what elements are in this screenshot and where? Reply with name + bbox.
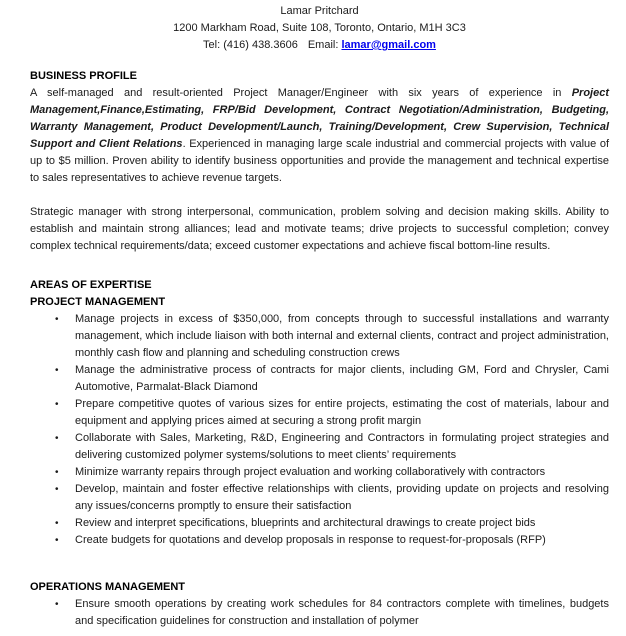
project-management-heading: PROJECT MANAGEMENT — [30, 296, 166, 308]
project-management-bullet-list — [30, 311, 609, 549]
address-line: 1200 Markham Road, Suite 108, Toronto, Ontario, M1H 3C3 — [173, 22, 466, 34]
bullet-icon: • — [55, 365, 59, 376]
bullet-icon: • — [55, 599, 59, 610]
bullet-text: Develop, maintain and foster effective relationships with clients, providing update on projects and resolving any issues/concerns promptly to ensure their satisfaction — [75, 483, 609, 512]
blank-line — [30, 549, 609, 579]
business-profile-paragraph-2: Strategic manager with strong interpersonal, communication, problem solving and decision making skills. Ability to establish and maintain strong alliances; lead and motivate teams; drive projects to successful completion; convey complex technical requirements/data; exceed customer expectations and achieve fiscal bottom-line results. — [30, 206, 609, 252]
operations-management-bullet-list — [30, 596, 609, 630]
bullet-icon: • — [55, 467, 59, 478]
bullet-icon: • — [55, 314, 59, 325]
bullet-text: Ensure smooth operations by creating work schedules for 84 contractors complete with timelines, budgets and specification guidelines for construction and installation of polymer — [75, 598, 609, 627]
bullet-text: Review and interpret specifications, blueprints and architectural drawings to create project bids — [75, 517, 536, 529]
document-header — [30, 3, 609, 54]
profile-lead-text: A self-managed and result-oriented Project Manager/Engineer with six years of experience in — [30, 87, 572, 99]
email-link[interactable]: lamar@gmail.com — [341, 39, 436, 51]
profile-rest-text: . Experienced in managing large scale industrial and commercial projects with value of up to $5 million. Proven ability to identify business opportunities and provide the management and technical expertise to sales representatives to achieve revenue targets. — [30, 138, 610, 184]
profile-emphasis-text: Project Management,Finance,Estimating, FRP/Bid Development, Contract Negotiation/Administration, Budgeting, Warranty Management, Product Development/Launch, Training/Development, Crew Supervision, Technical Support and Client Relations — [30, 87, 609, 150]
bullet-text: Create budgets for quotations and develop proposals in response to request-for-proposals (RFP) — [75, 534, 546, 546]
bullet-icon: • — [55, 399, 59, 410]
bullet-text: Manage projects in excess of $350,000, from concepts through to successful installations and warranty management, which include liaison with both internal and external clients, contract and project administration, monthly cash flow and planning and scheduling construction crews — [75, 313, 609, 359]
list-item — [30, 596, 609, 630]
email-label: Email: — [307, 39, 339, 51]
list-item — [30, 532, 609, 549]
bullet-text: Collaborate with Sales, Marketing, R&D, Engineering and Contractors in formulating project strategies and delivering customized polymer systems/solutions to meet clients’ requirements — [75, 432, 609, 461]
list-item — [30, 396, 609, 430]
list-item — [30, 430, 609, 464]
operations-management-heading: OPERATIONS MANAGEMENT — [30, 581, 186, 593]
areas-of-expertise-heading: AREAS OF EXPERTISE — [30, 279, 152, 291]
business-profile-heading: BUSINESS PROFILE — [30, 70, 137, 82]
bullet-text: Prepare competitive quotes of various sizes for entire projects, estimating the cost of materials, labour and equipment and applying prices aimed at securing a strong profit margin — [75, 398, 609, 427]
contact-line — [30, 37, 609, 54]
bullet-icon: • — [55, 535, 59, 546]
phone-number: Tel: (416) 438.3606 — [203, 39, 298, 51]
list-item — [30, 464, 609, 481]
bullet-text: Minimize warranty repairs through project evaluation and working collaboratively with contractors — [75, 466, 546, 478]
list-item — [30, 311, 609, 362]
blank-line — [30, 255, 609, 277]
bullet-text: Manage the administrative process of contracts for major clients, including GM, Ford and Chrysler, Cami Automotive, Parmalat-Black Diamond — [75, 364, 609, 393]
list-item — [30, 481, 609, 515]
bullet-icon: • — [55, 518, 59, 529]
bullet-icon: • — [55, 433, 59, 444]
bullet-icon: • — [55, 484, 59, 495]
blank-line — [30, 187, 609, 204]
list-item — [30, 362, 609, 396]
person-name: Lamar Pritchard — [280, 5, 359, 17]
list-item — [30, 515, 609, 532]
business-profile-paragraph-1 — [30, 85, 609, 187]
